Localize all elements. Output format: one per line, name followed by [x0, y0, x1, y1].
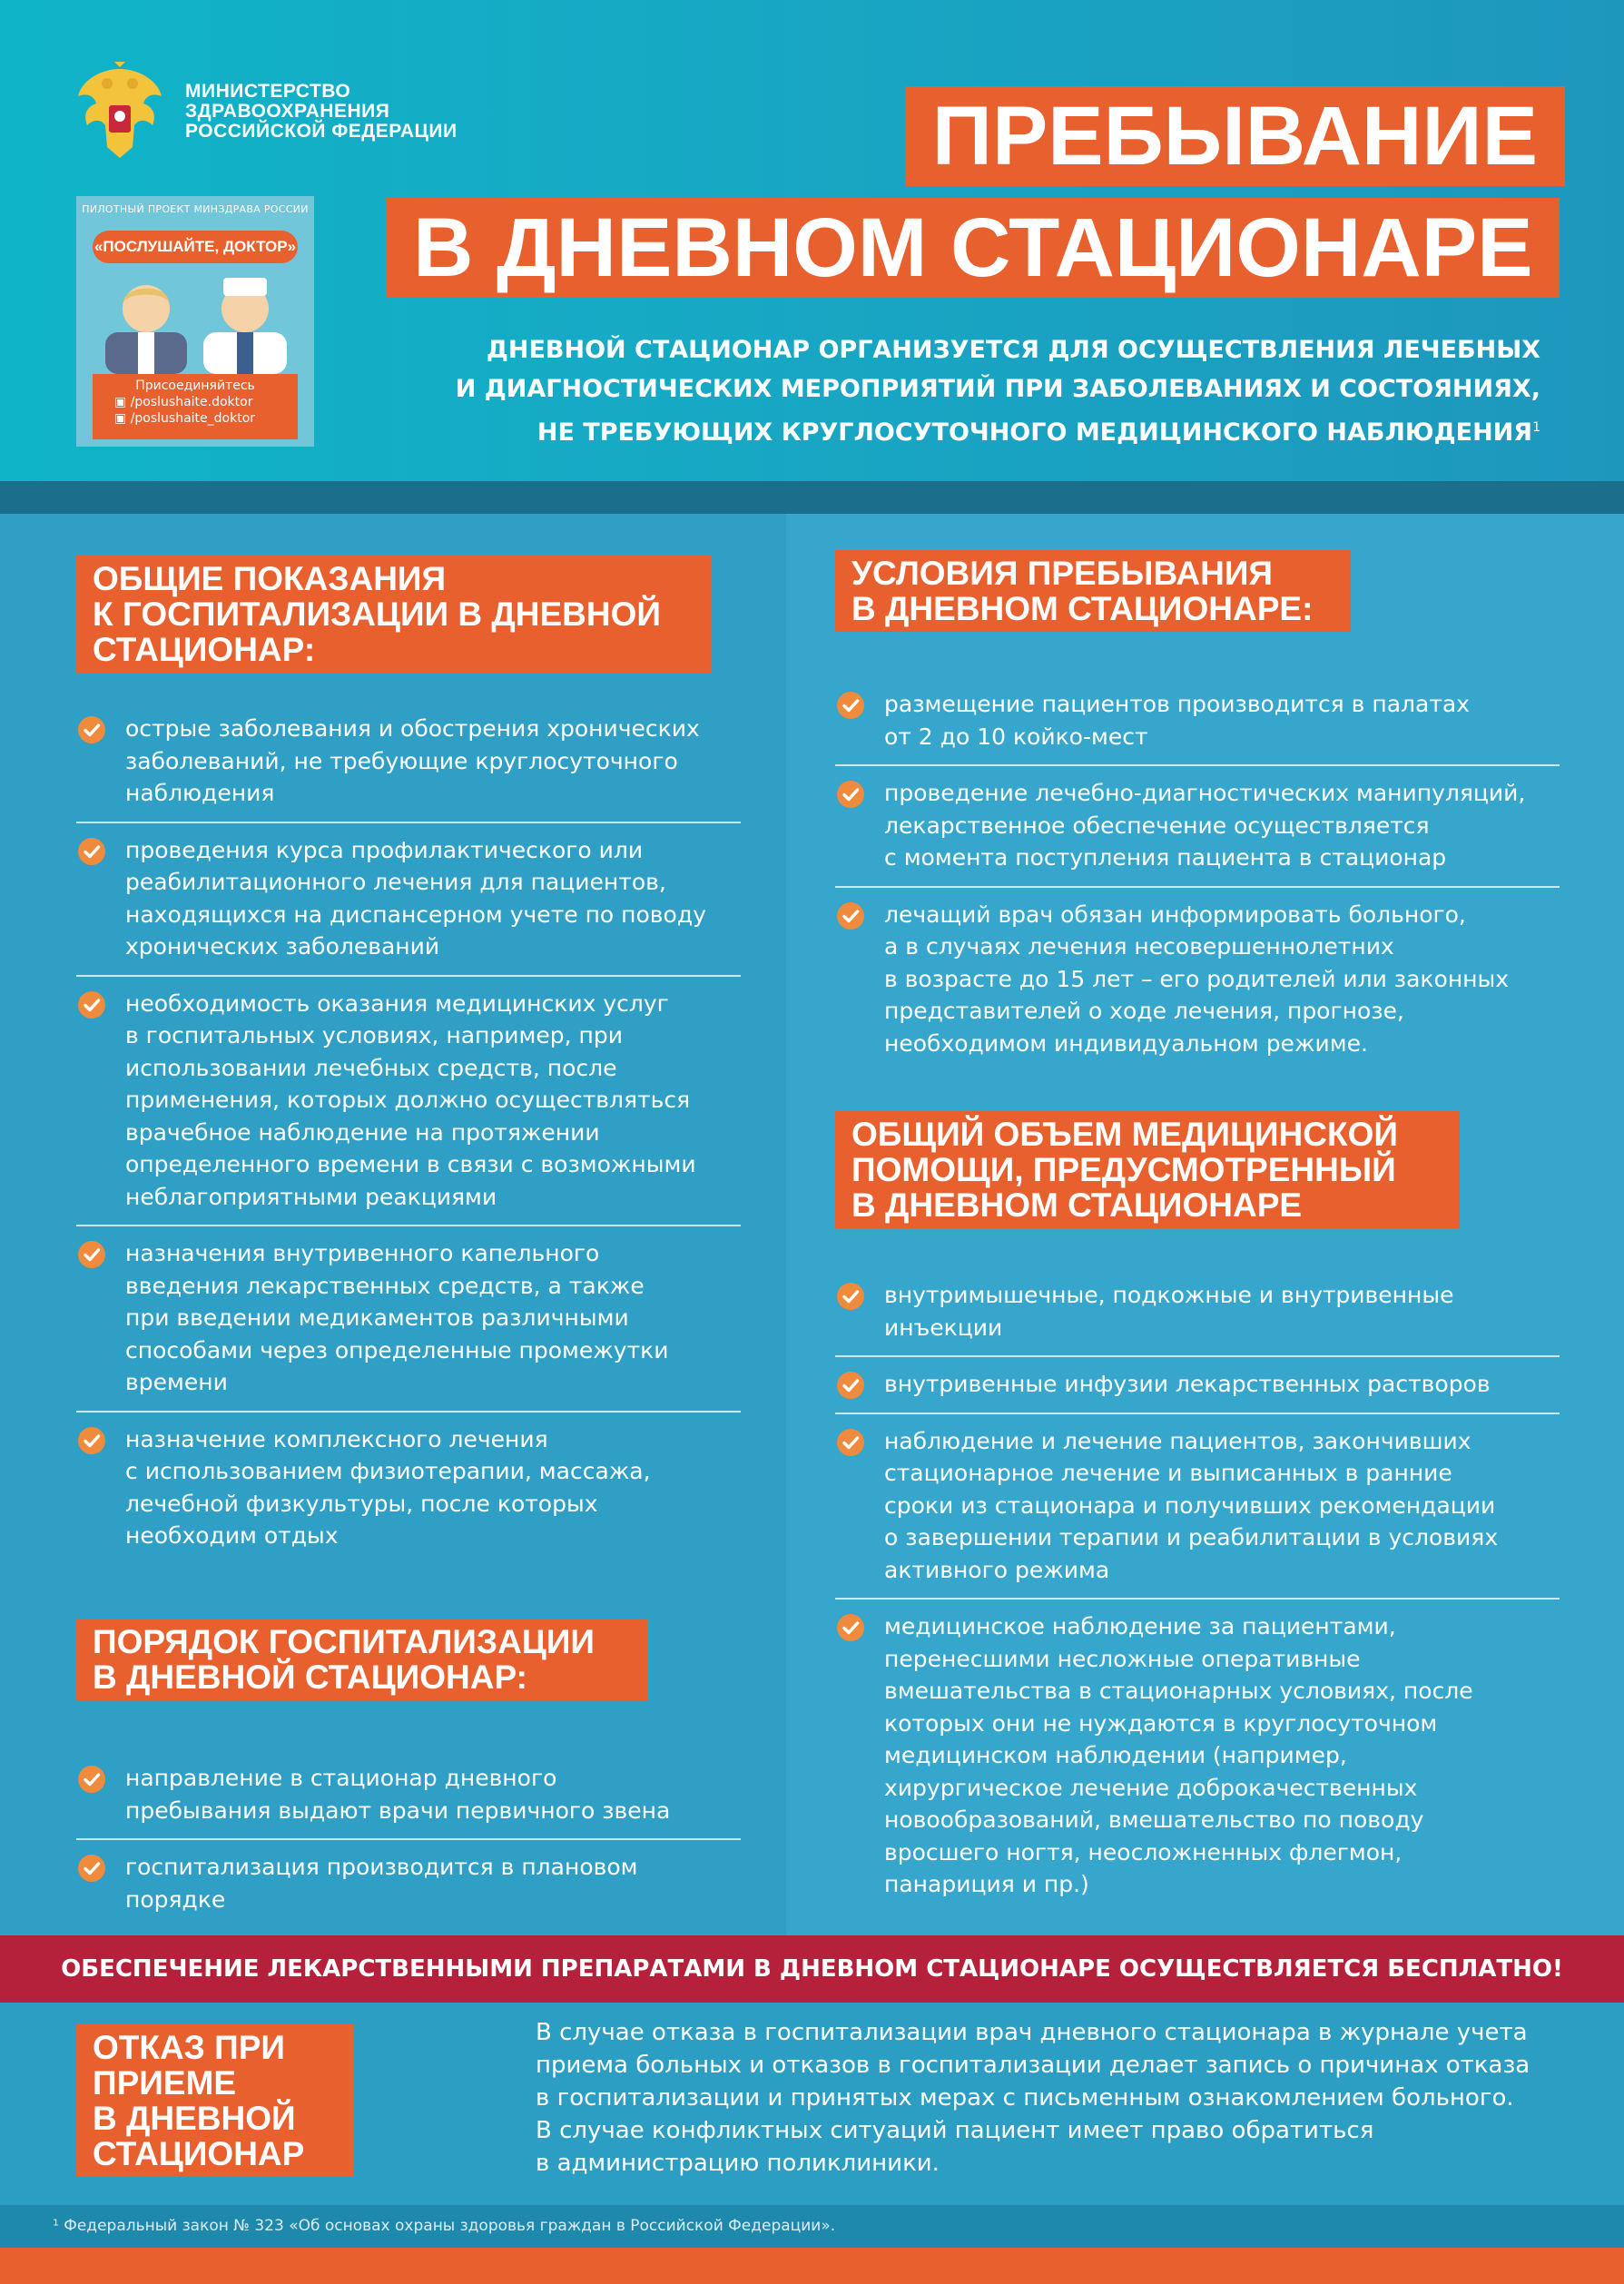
list-item — [76, 1226, 741, 1413]
intro-line: ДНЕВНОЙ СТАЦИОНАР ОРГАНИЗУЕТСЯ ДЛЯ ОСУЩЕСТВЛЕНИЯ ЛЕЧЕБНЫХ — [486, 336, 1540, 364]
list-item-text: в возрасте до 15 лет – его родителей или законных — [884, 965, 1510, 992]
bottom-orange-strip — [0, 2248, 1624, 2284]
list-item-text: направление в стационар дневного — [125, 1765, 557, 1791]
check-icon — [78, 1766, 105, 1793]
conditions-list — [835, 677, 1560, 1071]
check-icon — [78, 991, 105, 1019]
vk-link[interactable] — [93, 410, 298, 427]
list-item — [76, 1840, 741, 1927]
doctor-and-patient-illustration — [96, 269, 296, 374]
list-item-text: находящихся на диспансерном учете по поводу — [125, 901, 706, 928]
page-title-line1: ПРЕБЫВАНИЕ — [905, 86, 1565, 186]
list-item-text: а в случаях лечения несовершеннолетних — [884, 933, 1394, 960]
vk-handle: /poslushaite_doktor — [130, 411, 256, 426]
list-item-text: проведения курса профилактического или — [125, 836, 644, 863]
section-title-volume: ОБЩИЙ ОБЪЕМ МЕДИЦИНСКОЙ ПОМОЩИ, ПРЕДУСМОТРЕННЫЙ В ДНЕВНОМ СТАЦИОНАРЕ — [835, 1111, 1460, 1228]
list-item-text: вросшего ногтя, неосложненных флегмон, — [884, 1838, 1403, 1866]
refusal-line: в администрацию поликлиники. — [536, 2150, 940, 2177]
check-icon — [837, 1372, 864, 1399]
check-icon — [78, 1427, 105, 1454]
list-item-text: госпитализация производится в плановом — [125, 1854, 638, 1880]
list-item — [76, 977, 741, 1227]
page-title-line2: В ДНЕВНОМ СТАЦИОНАРЕ — [386, 198, 1560, 298]
list-item-text: от 2 до 10 койко-мест — [884, 723, 1148, 750]
facebook-link[interactable] — [93, 394, 298, 410]
section-title-conditions: УСЛОВИЯ ПРЕБЫВАНИЯ В ДНЕВНОМ СТАЦИОНАРЕ: — [835, 550, 1351, 632]
list-item-text: времени — [125, 1369, 228, 1395]
list-item-text: наблюдение и лечение пациентов, закончивших — [884, 1427, 1471, 1454]
list-item-text: внутримышечные, подкожные и внутривенные — [884, 1282, 1454, 1308]
list-item-text: назначения внутривенного капельного — [125, 1240, 600, 1266]
list-item — [835, 766, 1560, 888]
check-icon — [78, 1241, 105, 1268]
check-icon — [837, 1429, 864, 1456]
list-item-text: проведение лечебно-диагностических манипуляций, — [884, 780, 1526, 806]
list-item-text: хирургическое лечение доброкачественных — [884, 1774, 1418, 1801]
list-item-text: способами через определенные промежутки — [125, 1336, 669, 1364]
list-item-text: медицинском наблюдении (например, — [884, 1742, 1347, 1768]
list-item — [76, 702, 741, 823]
coat-of-arms-icon — [74, 60, 165, 160]
list-item — [76, 823, 741, 977]
list-item-text: использовании лечебных средств, после — [125, 1054, 617, 1081]
procedure-list — [76, 1751, 741, 1927]
list-item-text: представителей о ходе лечения, прогнозе, — [884, 998, 1404, 1024]
promo-card — [76, 196, 314, 447]
list-item-text: необходим отдых — [125, 1522, 339, 1549]
ministry-line: РОССИЙСКОЙ ФЕДЕРАЦИИ — [185, 121, 458, 142]
list-item-text: врачебное наблюдение на протяжении — [125, 1118, 600, 1146]
list-item-text: вмешательства в стационарных условиях, после — [884, 1678, 1473, 1704]
list-item-text: определенного времени в связи с возможными — [125, 1151, 696, 1177]
list-item-text: с момента поступления пациента в стационар — [884, 844, 1447, 871]
footnote: ¹ Федеральный закон № 323 «Об основах охраны здоровья граждан в Российской Федерации». — [0, 2205, 1624, 2248]
refusal-line: в госпитализации и принятых мерах с письменным ознакомлением больного. — [536, 2084, 1514, 2112]
list-item-text: лечебной физкультуры, после которых — [125, 1490, 598, 1517]
list-item-text: пребывания выдают врачи первичного звена — [125, 1797, 671, 1824]
list-item-text: применения, которых должно осуществляться — [125, 1087, 691, 1113]
list-item — [835, 1414, 1560, 1600]
ministry-name — [185, 82, 458, 142]
refusal-line: В случае отказа в госпитализации врач дневного стационара в журнале учета — [536, 2019, 1528, 2046]
list-item-text: реабилитационного лечения для пациентов, — [125, 869, 666, 895]
list-item — [76, 1751, 741, 1840]
list-item-text: в госпитальных условиях, например, при — [125, 1022, 623, 1048]
list-item-text: размещение пациентов производится в палатах — [884, 691, 1470, 717]
list-item — [835, 888, 1560, 1072]
list-item-text: острые заболевания и обострения хронических — [125, 715, 700, 742]
list-item — [835, 677, 1560, 766]
check-icon — [837, 1283, 864, 1310]
list-item-text: неблагоприятными реакциями — [125, 1183, 497, 1210]
promo-join-box — [93, 374, 298, 439]
list-item-text: которых они не нуждаются в круглосуточном — [884, 1709, 1438, 1737]
list-item-text: активного режима — [884, 1556, 1110, 1583]
list-item-text: стационарное лечение и выписанных в ранние — [884, 1460, 1452, 1486]
list-item-text: порядке — [125, 1885, 226, 1913]
section-title-refusal: ОТКАЗ ПРИ ПРИЕМЕ В ДНЕВНОЙ СТАЦИОНАР — [76, 2024, 354, 2177]
list-item-text: при введении медикаментов различными — [125, 1304, 629, 1331]
list-item-text: хронических заболеваний — [125, 933, 440, 960]
list-item-text: медицинское наблюдение за пациентами, — [884, 1613, 1396, 1639]
volume-list — [835, 1268, 1560, 1913]
intro-line: И ДИАГНОСТИЧЕСКИХ МЕРОПРИЯТИЙ ПРИ ЗАБОЛЕВАНИЯХ И СОСТОЯНИЯХ, — [455, 375, 1540, 403]
list-item-text: инъекции — [884, 1314, 1003, 1341]
list-item-text: заболеваний, не требующие круглосуточного — [125, 747, 678, 774]
list-item-text: о завершении терапии и реабилитации в условиях — [884, 1524, 1499, 1551]
ministry-line: ЗДРАВООХРАНЕНИЯ — [185, 101, 390, 122]
facebook-icon: ▣ — [114, 395, 131, 409]
list-item-text: перенесшими несложные оперативные — [884, 1645, 1361, 1672]
refusal-line: В случае конфликтных ситуаций пациент имеет право обратиться — [536, 2117, 1374, 2144]
refusal-line: приема больных и отказов в госпитализации делает запись о причинах отказа — [536, 2052, 1530, 2079]
refusal-text — [536, 2016, 1561, 2180]
check-icon — [837, 1614, 864, 1641]
list-item-text: внутривенные инфузии лекарственных растворов — [884, 1371, 1491, 1397]
intro-text — [456, 330, 1540, 452]
list-item-text: с использованием физиотерапии, массажа, — [125, 1458, 651, 1484]
list-item-text: новообразований, вмешательство по поводу — [884, 1807, 1424, 1833]
list-item-text: назначение комплексного лечения — [125, 1425, 548, 1452]
ministry-line: МИНИСТЕРСТВО — [185, 81, 351, 102]
section-title-procedure: ПОРЯДОК ГОСПИТАЛИЗАЦИИ В ДНЕВНОЙ СТАЦИОНАР: — [76, 1619, 648, 1700]
check-icon — [837, 902, 864, 930]
list-item — [76, 1413, 741, 1564]
check-icon — [78, 838, 105, 865]
intro-line: НЕ ТРЕБУЮЩИХ КРУГЛОСУТОЧНОГО МЕДИЦИНСКОГО НАБЛЮДЕНИЯ — [536, 418, 1533, 447]
facebook-handle: /poslushaite.doktor — [130, 395, 253, 409]
promo-join-label: Присоединяйтесь — [135, 379, 255, 393]
list-item-text: лекарственное обеспечение осуществляется — [884, 812, 1430, 839]
list-item-text: необходимость оказания медицинских услуг — [125, 989, 669, 1017]
list-item — [835, 1357, 1560, 1414]
list-item-text: введения лекарственных средств, а также — [125, 1272, 645, 1299]
check-icon — [78, 1855, 105, 1882]
list-item-text: наблюдения — [125, 780, 275, 806]
section-title-indications: ОБЩИЕ ПОКАЗАНИЯ К ГОСПИТАЛИЗАЦИИ В ДНЕВНОЙ СТАЦИОНАР: — [76, 556, 712, 673]
free-medicine-banner: ОБЕСПЕЧЕНИЕ ЛЕКАРСТВЕННЫМИ ПРЕПАРАТАМИ В ДНЕВНОМ СТАЦИОНАРЕ ОСУЩЕСТВЛЯЕТСЯ БЕСПЛАТНО! — [0, 1935, 1624, 2003]
list-item-text: необходимом индивидуальном режиме. — [884, 1029, 1368, 1057]
check-icon — [837, 692, 864, 719]
list-item-text: панариция и пр.) — [884, 1871, 1089, 1897]
list-item — [835, 1600, 1560, 1913]
footnote-mark: 1 — [1532, 420, 1540, 435]
list-item-text: сроки из стационара и получивших рекомендации — [884, 1491, 1496, 1519]
promo-bubble: «ПОСЛУШАЙТЕ, ДОКТОР» — [93, 231, 298, 263]
header-divider-band — [0, 481, 1624, 514]
check-icon — [837, 781, 864, 808]
list-item-text: лечащий врач обязан информировать больного, — [884, 901, 1466, 928]
promo-top-text: ПИЛОТНЫЙ ПРОЕКТ МИНЗДРАВА РОССИИ — [82, 203, 309, 215]
indications-list — [76, 702, 741, 1564]
check-icon — [78, 716, 105, 743]
list-item — [835, 1268, 1560, 1357]
vk-icon: ▣ — [114, 411, 131, 426]
